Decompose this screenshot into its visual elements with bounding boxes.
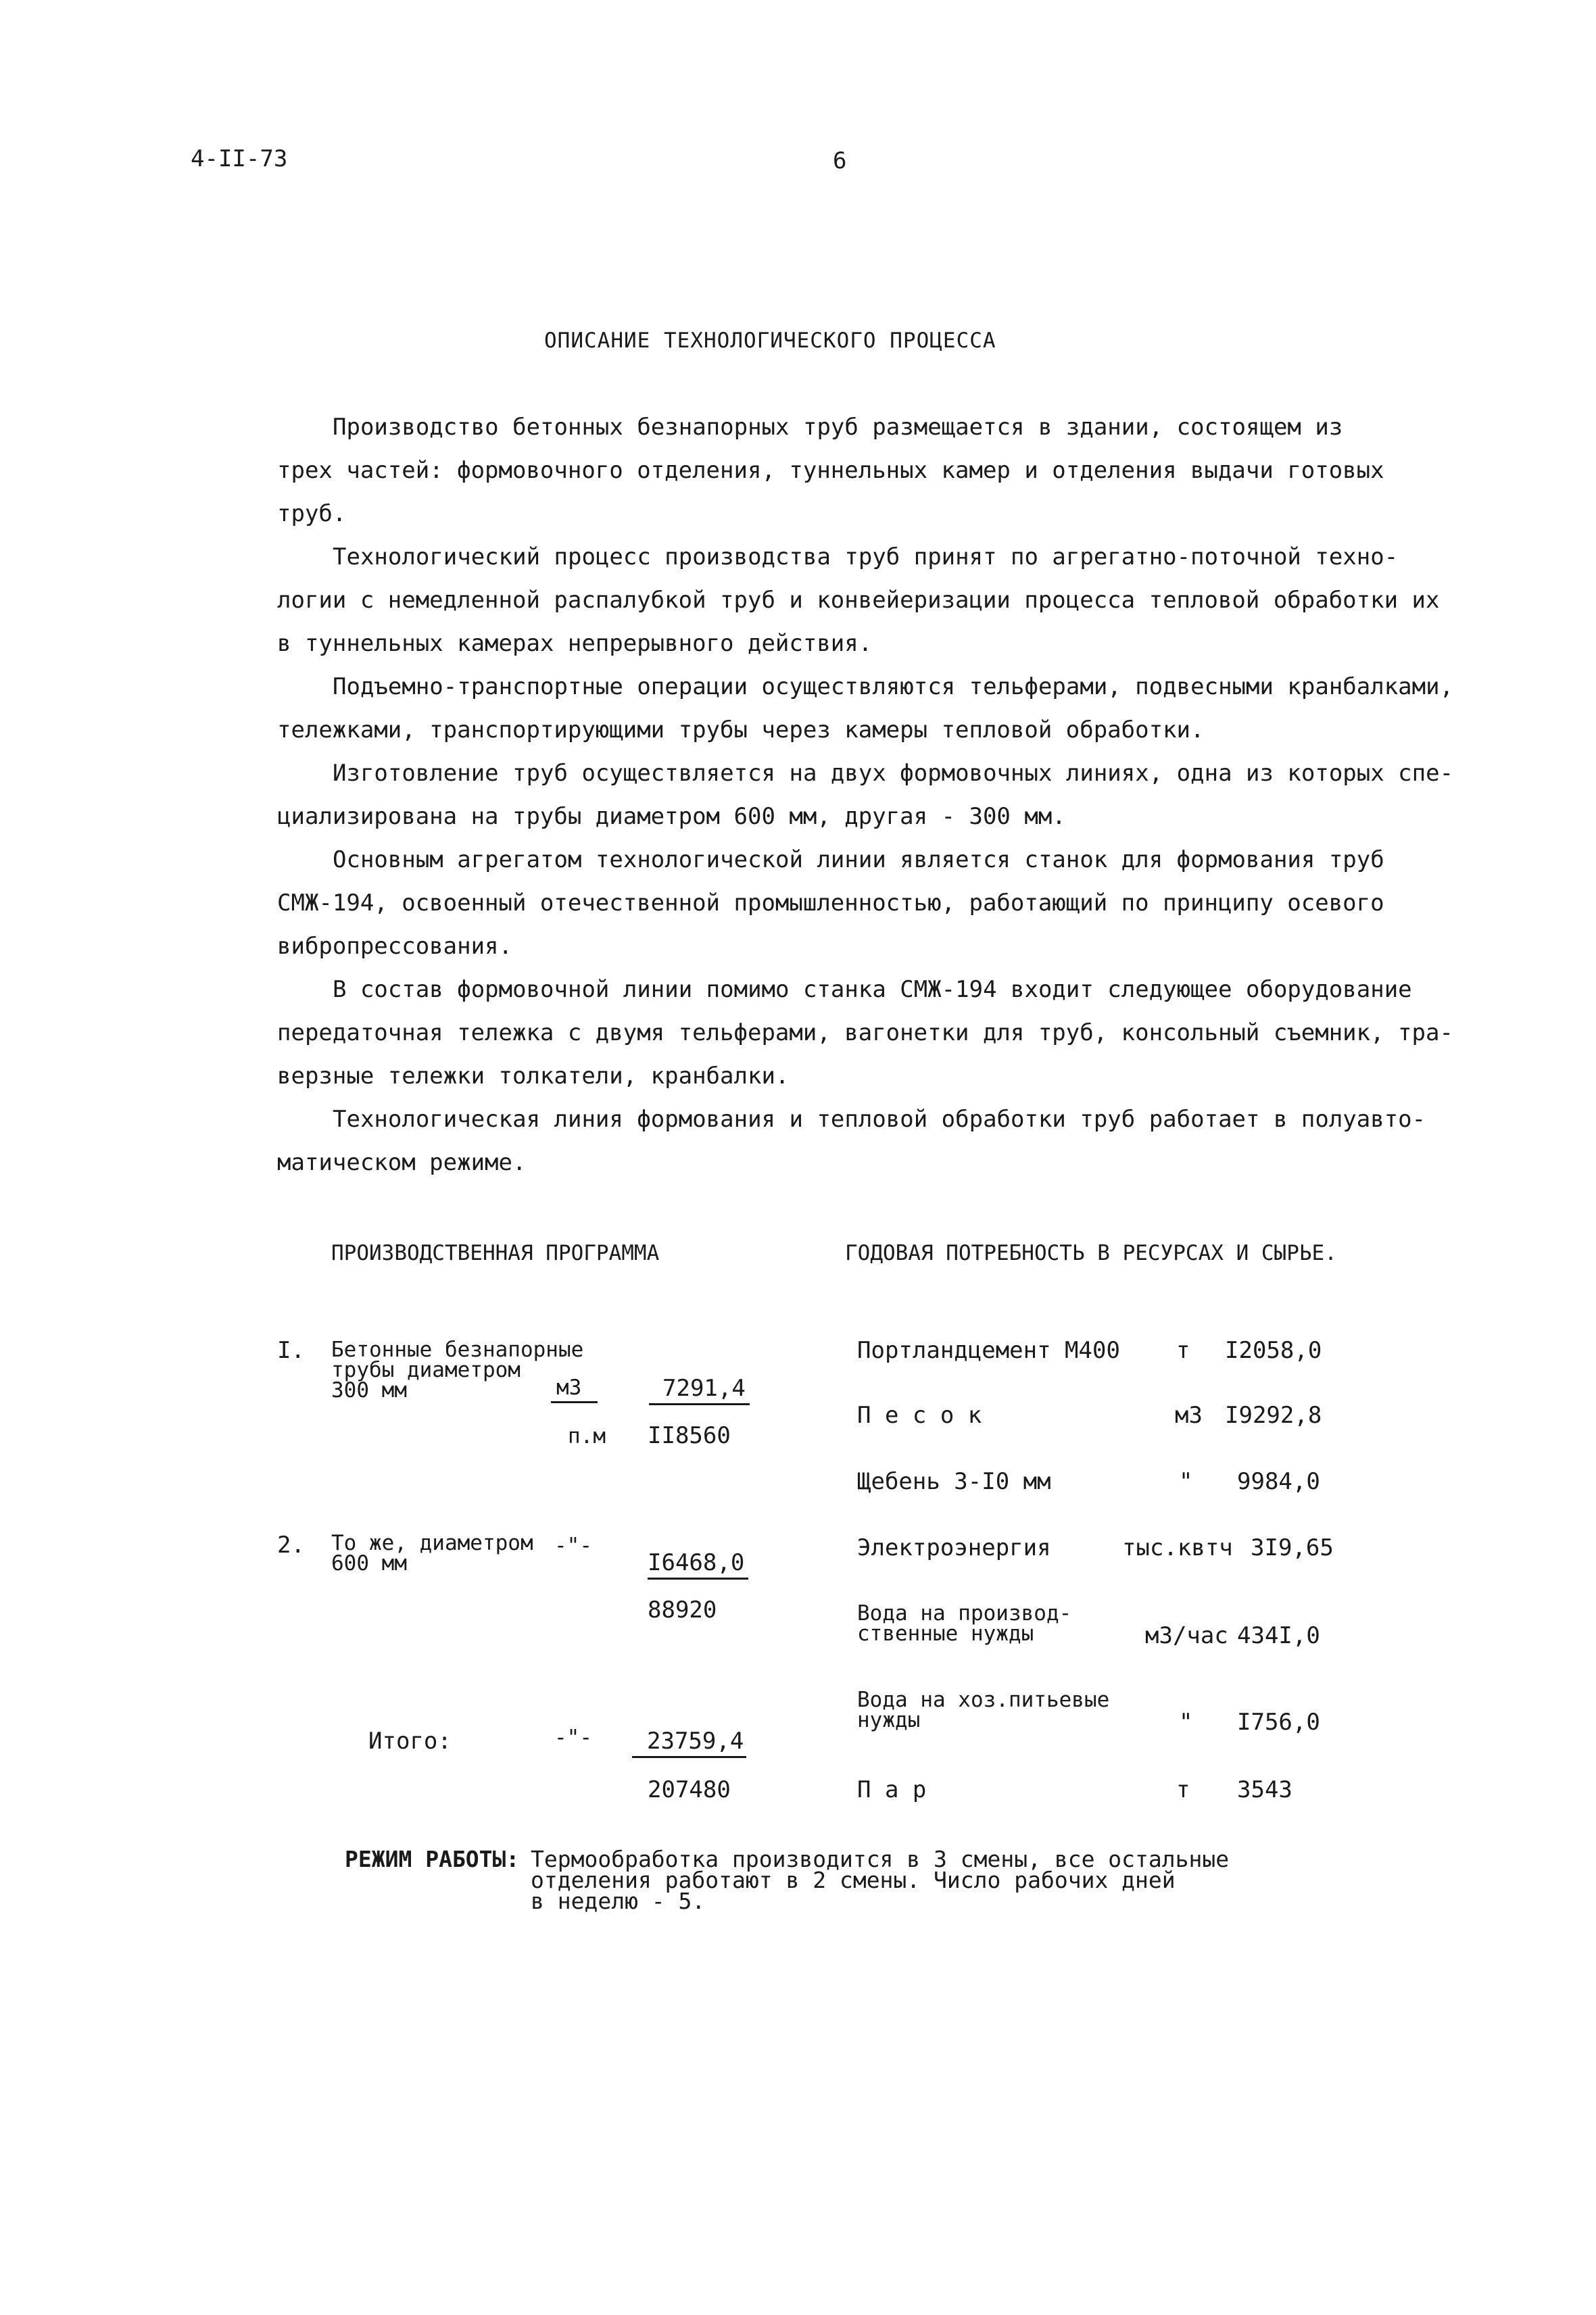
- length-value: II8560: [648, 1422, 731, 1449]
- resource-unit: т: [1176, 1776, 1190, 1803]
- resource-name: П е с о к: [857, 1402, 982, 1429]
- resource-name: [857, 1690, 1109, 1730]
- text-line: трех частей: формовочного отделения, туннельных камер и отделения выдачи готовых: [277, 457, 1384, 484]
- item-name-line: То же, диаметром: [331, 1531, 533, 1555]
- resource-name-line: ственные нужды: [857, 1622, 1034, 1646]
- work-mode-text: [531, 1846, 1230, 1914]
- resource-value: 434I,0: [1237, 1622, 1320, 1649]
- item-name-line: 600 мм: [331, 1551, 407, 1576]
- text-line: Изготовление труб осуществляется на двух формовочных линиях, одна из которых спе-: [333, 760, 1454, 787]
- resource-name: Щебень 3-I0 мм: [857, 1468, 1051, 1495]
- page-number: 6: [833, 147, 847, 174]
- resource-value: 3I9,65: [1251, 1534, 1334, 1561]
- resource-unit: м3: [1175, 1402, 1203, 1429]
- total-length-value: 207480: [648, 1776, 731, 1803]
- volume-value: I6468,0: [648, 1549, 748, 1580]
- volume-value: 7291,4: [649, 1375, 750, 1405]
- paragraph-1: [277, 406, 1384, 535]
- paragraph-4: [277, 752, 1453, 838]
- text-line: логии с немедленной распалубкой труб и конвейеризации процесса тепловой обработки их: [277, 587, 1440, 614]
- paragraph-2: [277, 535, 1439, 665]
- resource-name-line: Вода на хоз.питьевые: [857, 1688, 1110, 1712]
- resource-unit: т: [1176, 1337, 1190, 1364]
- ditto-mark: -"-: [554, 1534, 592, 1558]
- resource-name: Портландцемент М400: [857, 1337, 1120, 1364]
- text-line: Производство бетонных безнапорных труб размещается в здании, состоящем из: [333, 414, 1343, 441]
- resource-unit: ": [1179, 1709, 1193, 1736]
- item-name-line: 300 мм: [331, 1378, 407, 1403]
- text-line: труб.: [277, 500, 347, 527]
- ditto-mark: -"-: [554, 1726, 592, 1750]
- item-number: 2.: [277, 1532, 305, 1559]
- resource-unit: тыс.квтч: [1122, 1534, 1233, 1561]
- item-name: [331, 1338, 584, 1403]
- resource-value: I756,0: [1237, 1709, 1320, 1736]
- item-name: [331, 1533, 533, 1574]
- text-line: в туннельных камерах непрерывного действия.: [277, 630, 873, 657]
- resource-value: I2058,0: [1225, 1337, 1322, 1364]
- paragraph-3: [277, 665, 1453, 752]
- length-value: 88920: [648, 1597, 717, 1624]
- unit-pm: п.м: [568, 1424, 606, 1448]
- section-title: ОПИСАНИЕ ТЕХНОЛОГИЧЕСКОГО ПРОЦЕССА: [544, 328, 996, 353]
- work-mode-line: Термообработка производится в 3 смены, все остальные: [531, 1846, 1230, 1872]
- resource-unit: ": [1179, 1468, 1193, 1495]
- total-label: Итого:: [368, 1728, 452, 1755]
- resource-value: 9984,0: [1237, 1468, 1320, 1495]
- text-line: матическом режиме.: [277, 1149, 527, 1176]
- resource-name-line: нужды: [857, 1708, 921, 1732]
- resource-value: I9292,8: [1225, 1402, 1322, 1429]
- text-line: тележками, транспортирующими трубы через камеры тепловой обработки.: [277, 716, 1205, 744]
- text-line: циализирована на трубы диаметром 600 мм, другая - 300 мм.: [277, 803, 1066, 830]
- resource-value: 3543: [1237, 1776, 1292, 1803]
- resource-name-line: Вода на производ-: [857, 1601, 1072, 1626]
- resources-heading: ГОДОВАЯ ПОТРЕБНОСТЬ В РЕСУРСАХ И СЫРЬЕ.: [845, 1241, 1337, 1265]
- program-heading: ПРОИЗВОДСТВЕННАЯ ПРОГРАММА: [331, 1241, 660, 1265]
- paragraph-7: [277, 1098, 1426, 1184]
- paragraph-6: [277, 968, 1453, 1098]
- unit-m3: м3: [551, 1375, 598, 1403]
- work-mode-line: отделения работают в 2 смены. Число рабочих дней: [531, 1867, 1176, 1893]
- item-name-line: Бетонные безнапорные: [331, 1338, 584, 1362]
- text-line: вибропрессования.: [277, 933, 512, 960]
- work-mode-line: в неделю - 5.: [531, 1888, 706, 1914]
- text-line: СМЖ-194, освоенный отечественной промышленностью, работающий по принципу осевого: [277, 890, 1384, 917]
- resource-name: [857, 1603, 1071, 1644]
- resource-name: П а р: [857, 1776, 927, 1803]
- item-number: I.: [277, 1337, 305, 1364]
- item-name-line: трубы диаметром: [331, 1358, 521, 1382]
- resource-name: Электроэнергия: [857, 1534, 1051, 1561]
- paragraph-5: [277, 838, 1384, 968]
- document-code: 4-II-73: [191, 145, 288, 172]
- text-line: Основным агрегатом технологической линии является станок для формования труб: [333, 846, 1384, 873]
- resource-unit: м3/час: [1145, 1622, 1228, 1649]
- text-line: В состав формовочной линии помимо станка СМЖ-194 входит следующее оборудование: [333, 976, 1412, 1003]
- text-line: верзные тележки толкатели, кранбалки.: [277, 1063, 790, 1090]
- text-line: Технологический процесс производства труб принят по агрегатно-поточной техно-: [333, 543, 1399, 570]
- total-volume-value: 23759,4: [632, 1728, 746, 1758]
- work-mode-label: РЕЖИМ РАБОТЫ:: [345, 1846, 520, 1872]
- text-line: передаточная тележка с двумя тельферами, вагонетки для труб, консольный съемник, тра-: [277, 1019, 1453, 1046]
- text-line: Технологическая линия формования и тепловой обработки труб работает в полуавто-: [333, 1106, 1426, 1133]
- text-line: Подъемно-транспортные операции осуществляются тельферами, подвесными кранбалками,: [333, 673, 1454, 700]
